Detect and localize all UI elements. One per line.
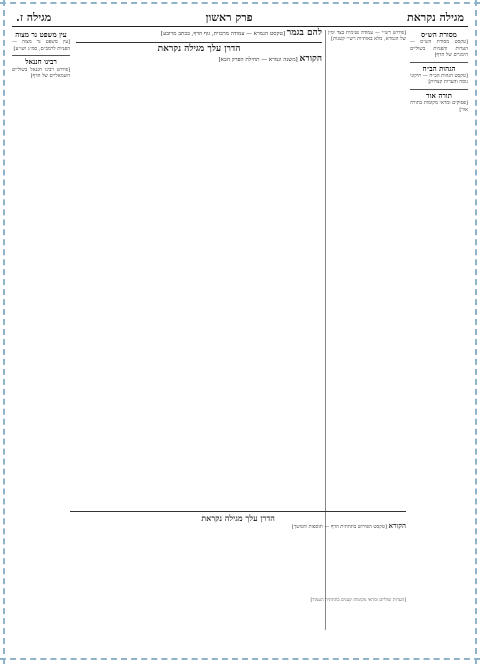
- divider: [410, 62, 468, 63]
- divider: [12, 55, 70, 56]
- ein-mishpat-text: [עין משפט נר מצוה — הפניות לרמב״ם, סמ״ג ושו״ע]: [12, 39, 70, 52]
- hagahot-habach-heading: הגהות הב״ח: [422, 63, 456, 73]
- right-margin-column: [410, 30, 468, 630]
- mishnah-opening-word: הקורא: [299, 54, 322, 65]
- gemara-main-column: [76, 30, 322, 69]
- ein-mishpat-heading: עין משפט נר מצוה: [15, 30, 67, 39]
- bottom-chapter-end-title: הדרן עלך מגילה נקראת: [201, 513, 275, 523]
- bottom-dashed-border: [0, 658, 480, 660]
- rashi-column: [325, 30, 406, 630]
- footnotes-text: [הערות שוליים ומראי מקומות קטנים בתחתית העמוד]: [310, 598, 406, 603]
- gemara-text-1: [טקסט הגמרא — עמודה מרכזית, גוף הדף, בכתב מרובע]: [160, 31, 286, 37]
- page-header: [12, 8, 468, 27]
- masoret-hashas-heading: מסורת הש״ס: [421, 30, 457, 39]
- left-dashed-border: [3, 0, 5, 664]
- gemara-text-2: [משנה וגמרא — תחילת הפרק הבא]: [218, 57, 298, 64]
- talmud-page: [12, 8, 468, 648]
- left-margin-column: [12, 30, 70, 630]
- torah-or-heading: תורה אור: [426, 90, 452, 100]
- header-chapter-number: פרק ראשון: [205, 10, 253, 24]
- rabbeinu-chananel-heading: רבינו חננאל: [25, 57, 57, 67]
- rabbeinu-chananel-text: [פירוש רבינו חננאל בשוליים השמאליים של הדף]: [12, 66, 70, 80]
- hagahot-habach-text: [טקסט הגהות הב״ח — תיקוני נוסח והערות קצרות]: [410, 73, 468, 86]
- bottom-text: [טקסט הפירוש בתחתית הדף — תוספות והמשך]: [291, 524, 387, 531]
- bottom-opening-word: הקורא: [388, 521, 406, 531]
- chapter-end-title: הדרן עלך מגילה נקראת: [157, 44, 241, 55]
- torah-or-text: [פסוקים ומראי מקומות בתורה אור]: [410, 100, 468, 113]
- gemara-block-1: [76, 30, 322, 38]
- divider: [70, 511, 406, 512]
- gemara-block-2: [76, 56, 322, 64]
- masoret-hashas-text: [טקסט מסורת הש״ס — הערות והפניות בשוליים הימניים של הדף]: [410, 39, 468, 59]
- divider: [410, 89, 468, 90]
- header-folio: מגילה ז.: [16, 10, 52, 24]
- rashi-text: [פירוש רש״י — עמודה פנימית בצד ימין של הגמרא, מלא באותיות רש״י קטנות]: [328, 30, 406, 43]
- footnotes: [70, 598, 406, 604]
- top-dashed-border: [0, 2, 480, 4]
- header-chapter-title: מגילה נקראת: [407, 10, 464, 24]
- gemara-opening-word: להם בגמר: [286, 28, 322, 38]
- bottom-commentary: [70, 508, 406, 531]
- right-dashed-border: [475, 0, 477, 664]
